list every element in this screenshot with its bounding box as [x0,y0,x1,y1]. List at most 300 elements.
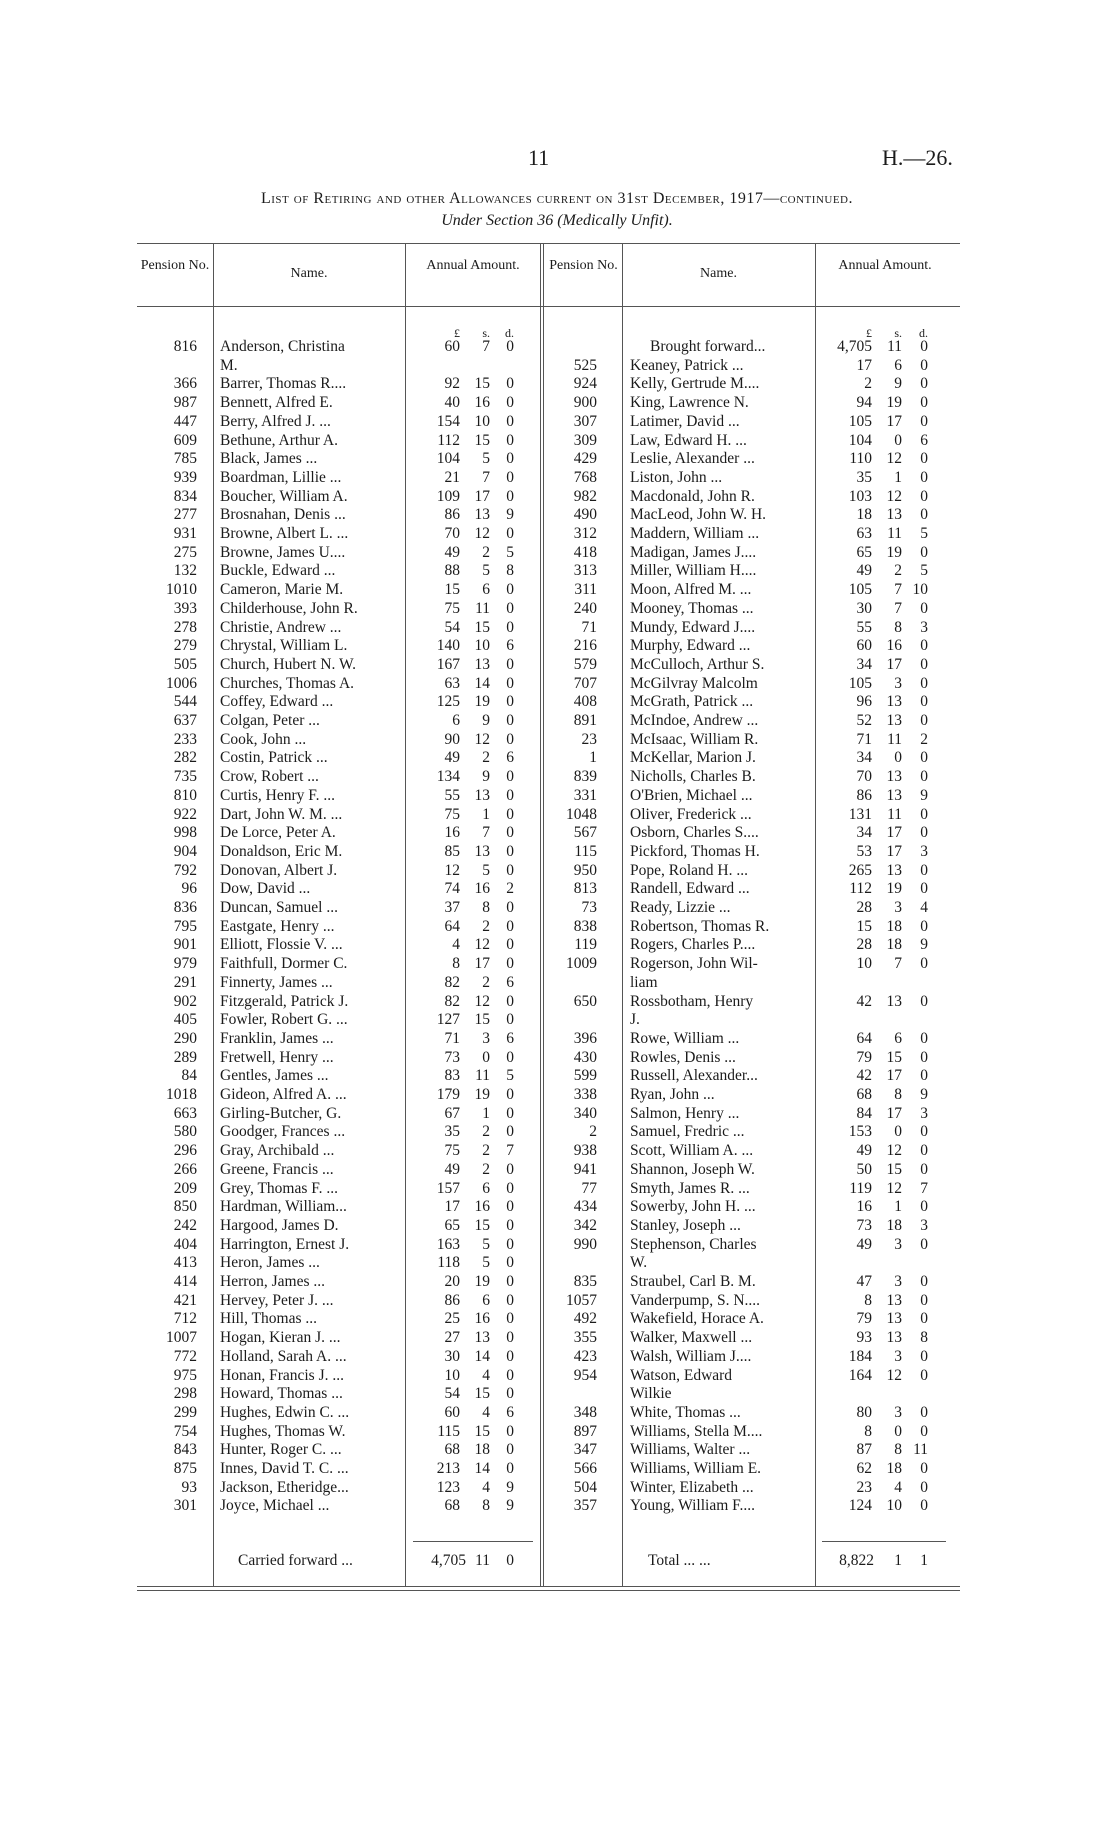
pensioner-name: Cameron, Marie M. [220,581,344,599]
amount-pence: 0 [506,1347,514,1365]
pension-number: 850 [173,1198,197,1216]
pensioner-name: Straubel, Carl B. M. [630,1273,756,1290]
pension-number: 954 [573,1366,597,1384]
amount-pounds: 73 [444,1048,460,1066]
amount-pounds: 213 [436,1460,460,1477]
amount-pounds: 55 [444,786,460,804]
amount-pounds: 8 [864,1291,872,1309]
amount-pence: 7 [506,1142,514,1160]
pensioner-name: Browne, James U.... [220,543,346,561]
pensioner-name: Brought forward... [650,338,766,355]
amount-pounds: 10 [444,1366,460,1384]
amount-shillings: 19 [474,1273,490,1290]
amount-shillings: 17 [886,842,902,860]
amount-pounds: 62 [856,1460,872,1477]
amount-shillings: 17 [886,655,902,673]
amount-pounds: 16 [856,1198,872,1216]
pensioner-name: Greene, Francis ... [220,1160,334,1178]
amount-pence: 0 [920,693,928,711]
pensioner-name: Church, Hubert N. W. [220,655,357,673]
amount-pence: 0 [506,655,514,673]
amount-pounds: 17 [856,356,872,374]
pension-number: 233 [173,730,197,748]
amount-pounds: 42 [856,1067,872,1085]
amount-pence: 0 [506,842,514,860]
pension-number: 278 [173,618,197,636]
pensioner-name: De Lorce, Peter A. [220,824,336,842]
pensioner-name: MacLeod, John W. H. [630,506,767,524]
amount-shillings: 12 [886,1366,902,1384]
amount-pence: 0 [920,1235,928,1253]
amount-pence: 0 [506,786,514,804]
amount-pence: 0 [506,412,514,430]
pensioner-name: Rogers, Charles P.... [630,936,756,954]
amount-pounds: 118 [437,1254,460,1272]
column-divider [622,243,623,1586]
pension-number: 282 [173,749,197,767]
amount-shillings: 17 [886,824,902,842]
pension-number: 71 [581,618,597,636]
pension-number: 421 [173,1291,197,1309]
amount-pounds: 127 [436,1011,460,1029]
amount-pence: 8 [506,562,514,580]
amount-pounds: 20 [444,1273,460,1290]
amount-shillings: 11 [887,338,902,355]
amount-pence: 0 [506,525,514,542]
amount-pence: 0 [506,1086,514,1103]
pension-number: 897 [573,1422,597,1440]
pensioner-name: Fitzgerald, Patrick J. [220,992,349,1010]
pensioner-name: Eastgate, Henry ... [220,917,335,935]
amount-pounds: 54 [444,1385,460,1403]
pension-number: 1009 [566,955,597,973]
pension-number: 1007 [166,1329,197,1347]
pensioner-name: Scott, William A. ... [630,1142,754,1160]
amount-pence: 0 [920,637,928,655]
pensioner-name: Boardman, Lillie ... [220,468,342,486]
pensioner-name: Faithfull, Dormer C. [220,955,348,973]
amount-pence: 9 [920,936,928,954]
amount-shillings: 6 [894,1029,902,1047]
amount-shillings: 13 [886,768,902,786]
pension-number: 312 [573,525,597,542]
amount-shillings: 13 [886,506,902,524]
pensioner-name: Finnerty, James ... [220,973,333,991]
pensioner-name: Osborn, Charles S.... [630,824,759,842]
pensioner-name: Wilkie [630,1385,672,1403]
amount-pounds: 112 [849,880,872,898]
pensioner-name: Herron, James ... [220,1273,326,1290]
pension-number: 119 [574,936,597,954]
amount-shillings: 1 [482,805,490,823]
amount-pence: 0 [506,1291,514,1309]
amount-pounds: 105 [848,674,872,692]
amount-shillings: 13 [474,655,490,673]
amount-shillings: 1 [894,468,902,486]
pension-number: 429 [573,450,597,468]
pensioner-name: Franklin, James ... [220,1029,334,1047]
pensioner-name: Williams, Stella M.... [630,1422,763,1440]
col-header-pension-no-left: Pension No. [140,258,210,273]
amount-pounds: 90 [444,730,460,748]
pension-number: 843 [173,1441,197,1459]
pension-number: 609 [173,431,197,449]
pension-number: 785 [173,450,197,468]
amount-pence: 0 [506,1385,514,1403]
amount-pence: 0 [506,1273,514,1290]
amount-pounds: 64 [856,1029,872,1047]
amount-pounds: 82 [444,973,460,991]
amount-pounds: 109 [436,487,460,505]
pension-number: 979 [173,955,197,973]
pensioner-name: Mooney, Thomas ... [630,599,754,617]
amount-pounds: 34 [856,749,872,767]
amount-shillings: 17 [886,1067,902,1085]
amount-pounds: 54 [444,618,460,636]
pensioner-name: Churches, Thomas A. [220,674,355,692]
pension-number: 298 [173,1385,197,1403]
amount-pounds: 67 [444,1104,460,1122]
amount-pence: 0 [920,1273,928,1290]
amount-pence: 0 [506,394,514,412]
pensioner-name: Liston, John ... [630,468,723,486]
pensioner-name: Smyth, James R. ... [630,1179,750,1197]
pension-number: 998 [173,824,197,842]
pension-number: 1057 [566,1291,597,1309]
amount-pounds: 18 [856,506,872,524]
col-header-amount-right: Annual Amount. [838,258,932,273]
pension-number: 447 [173,412,197,430]
amount-pence: 0 [920,861,928,879]
pension-number: 408 [573,693,597,711]
table-bottom-rule [137,1586,960,1587]
amount-pounds: 60 [856,637,872,655]
pensioner-name: Latimer, David ... [630,412,740,430]
column-divider [543,243,544,1586]
pension-number: 340 [573,1104,597,1122]
amount-shillings: 13 [886,1310,902,1328]
pension-number: 240 [573,599,597,617]
amount-shillings: 19 [886,543,902,561]
amount-pounds: 30 [444,1347,460,1365]
amount-pence: 0 [920,955,928,973]
pension-number: 707 [573,674,597,692]
amount-pence: 0 [920,880,928,898]
amount-shillings: 12 [886,1179,902,1197]
amount-pence: 6 [506,749,514,767]
amount-pounds: 37 [444,899,460,916]
pensioner-name: Heron, James ... [220,1254,320,1272]
amount-shillings: 12 [474,992,490,1010]
pension-number: 580 [173,1123,197,1141]
amount-shillings: 11 [887,805,902,823]
amount-pence: 11 [913,1441,928,1459]
amount-pounds: 4,705 [837,338,872,355]
amount-pence: 0 [920,1029,928,1047]
amount-shillings: 8 [482,1497,490,1515]
amount-shillings: 12 [474,525,490,542]
amount-pence: 3 [920,1104,928,1122]
total-pounds: 8,822 [839,1552,874,1569]
amount-pounds: 74 [444,880,460,898]
amount-pounds: 16 [444,824,460,842]
pension-number: 355 [573,1329,597,1347]
amount-pence: 5 [506,543,514,561]
pension-number: 792 [173,861,197,879]
amount-pence: 6 [920,431,928,449]
pensioner-name: Dow, David ... [220,880,311,898]
pension-number: 266 [173,1160,197,1178]
amount-pounds: 12 [444,861,460,879]
amount-pence: 0 [920,468,928,486]
amount-shillings: 8 [482,899,490,916]
amount-shillings: 12 [886,1142,902,1160]
amount-pence: 0 [920,356,928,374]
table-top-rule [137,243,960,244]
amount-shillings: 19 [886,880,902,898]
pensioner-name: Cook, John ... [220,730,307,748]
pension-number: 347 [573,1441,597,1459]
amount-pounds: 75 [444,805,460,823]
amount-pence: 0 [920,1160,928,1178]
pensioner-name: Vanderpump, S. N.... [630,1291,761,1309]
pensioner-name: Pope, Roland H. ... [630,861,748,879]
pensioner-name: Russell, Alexander... [630,1067,758,1085]
amount-shillings: 13 [886,1291,902,1309]
amount-pence: 0 [506,1422,514,1440]
pension-number: 404 [173,1235,197,1253]
amount-pounds: 63 [444,674,460,692]
pensioner-name: Miller, William H.... [630,562,757,580]
amount-pounds: 28 [856,936,872,954]
amount-pounds: 8 [864,1422,872,1440]
pension-number: 768 [573,468,597,486]
pension-number: 836 [173,899,197,916]
pensioner-name: Boucher, William A. [220,487,348,505]
amount-shillings: 13 [886,992,902,1010]
amount-pence: 0 [920,1198,928,1216]
pensioner-name: Rowe, William ... [630,1029,740,1047]
amount-shillings: 7 [894,955,902,973]
amount-shillings: 5 [482,1254,490,1272]
unit-shilling-right: s. [894,326,902,340]
pension-number: 599 [573,1067,597,1085]
amount-pence: 0 [506,618,514,636]
amount-shillings: 17 [474,955,490,973]
amount-pounds: 34 [856,824,872,842]
amount-pence: 10 [912,581,928,599]
amount-pence: 0 [920,655,928,673]
amount-pence: 0 [506,805,514,823]
pension-number: 735 [173,768,197,786]
pensioner-name: Stephenson, Charles [630,1235,757,1253]
amount-pence: 0 [506,338,514,355]
amount-pounds: 52 [856,712,872,729]
pensioner-name: Walsh, William J.... [630,1347,752,1365]
pension-number: 132 [173,562,197,580]
pension-number: 902 [173,992,197,1010]
amount-shillings: 12 [886,450,902,468]
unit-shilling-left: s. [482,326,490,340]
amount-pence: 0 [506,1366,514,1384]
amount-shillings: 11 [475,1067,490,1085]
amount-shillings: 4 [894,1478,902,1496]
total-rule [822,1541,946,1542]
amount-shillings: 5 [482,861,490,879]
pension-number: 73 [581,899,597,916]
amount-pence: 0 [506,1310,514,1328]
amount-pence: 0 [506,1441,514,1459]
pensioner-name: Goodger, Frances ... [220,1123,346,1141]
amount-pounds: 4 [452,936,460,954]
amount-pence: 0 [920,338,928,355]
pensioner-name: Brosnahan, Denis ... [220,506,346,524]
amount-shillings: 15 [474,1385,490,1403]
amount-pence: 0 [920,450,928,468]
amount-pounds: 70 [856,768,872,786]
amount-pounds: 119 [849,1179,872,1197]
pensioner-name: Pickford, Thomas H. [630,842,760,860]
pension-number: 216 [573,637,597,655]
amount-pounds: 164 [848,1366,872,1384]
amount-pence: 0 [506,1216,514,1234]
amount-pence: 0 [920,824,928,842]
amount-pence: 0 [506,712,514,729]
pension-number: 331 [573,786,597,804]
amount-pence: 0 [920,412,928,430]
amount-pence: 9 [506,506,514,524]
pension-number: 209 [173,1179,197,1197]
amount-pounds: 104 [436,450,460,468]
pensioner-name: Bethune, Arthur A. [220,431,338,449]
amount-shillings: 9 [482,712,490,729]
pensioner-name: Kelly, Gertrude M.... [630,375,760,393]
amount-shillings: 13 [886,693,902,711]
pensioner-name: Hunter, Roger C. ... [220,1441,342,1459]
pensioner-name: Buckle, Edward ... [220,562,336,580]
amount-pence: 9 [506,1497,514,1515]
pension-number: 434 [573,1198,597,1216]
pension-number: 275 [173,543,197,561]
amount-shillings: 17 [474,487,490,505]
pensioner-name: Hughes, Edwin C. ... [220,1403,350,1421]
amount-pence: 0 [920,1497,928,1515]
pension-number: 291 [173,973,197,991]
pension-number: 504 [573,1478,597,1496]
pensioner-name: Murphy, Edward ... [630,637,751,655]
amount-pence: 0 [920,1067,928,1085]
pensioner-name: Rowles, Denis ... [630,1048,736,1066]
pension-number: 650 [573,992,597,1010]
pensioner-name: Fowler, Robert G. ... [220,1011,348,1029]
pensioner-name: Young, William F.... [630,1497,756,1515]
pension-number: 754 [173,1422,197,1440]
pensioner-name: Robertson, Thomas R. [630,917,770,935]
amount-shillings: 4 [482,1403,490,1421]
pension-number: 1018 [166,1086,197,1103]
pension-number: 987 [173,394,197,412]
pension-number: 290 [173,1029,197,1047]
amount-pence: 0 [506,375,514,393]
pensioner-name: Rogerson, John Wil- [630,955,758,973]
amount-shillings: 2 [482,917,490,935]
amount-pounds: 92 [444,375,460,393]
amount-shillings: 6 [482,581,490,599]
amount-shillings: 8 [894,1441,902,1459]
amount-pounds: 34 [856,655,872,673]
unit-pence-left: d. [505,326,514,340]
amount-pounds: 49 [444,1160,460,1178]
pension-number: 990 [573,1235,597,1253]
amount-shillings: 2 [482,543,490,561]
amount-shillings: 5 [482,562,490,580]
amount-shillings: 14 [474,674,490,692]
total-label: Total ... ... [648,1552,711,1569]
carried-forward-pounds: 4,705 [431,1552,466,1569]
pensioner-name: White, Thomas ... [630,1403,741,1421]
pension-number: 950 [573,861,597,879]
amount-pounds: 8 [452,955,460,973]
amount-pounds: 87 [856,1441,872,1459]
pensioner-name: M. [220,356,238,374]
pension-number: 525 [573,356,597,374]
pensioner-name: liam [630,973,658,991]
pension-number: 875 [173,1460,197,1477]
amount-pence: 9 [920,786,928,804]
amount-pounds: 123 [436,1478,460,1496]
amount-pounds: 49 [444,543,460,561]
pension-number: 430 [573,1048,597,1066]
pension-number: 492 [573,1310,597,1328]
amount-pence: 0 [506,730,514,748]
amount-shillings: 15 [474,375,490,393]
amount-pence: 2 [506,880,514,898]
amount-shillings: 2 [482,749,490,767]
pension-number: 1 [589,749,597,767]
amount-pence: 0 [506,1048,514,1066]
amount-pounds: 157 [436,1179,460,1197]
pensioner-name: Jackson, Etheridge... [220,1478,349,1496]
pensioner-name: Hargood, James D. [220,1216,339,1234]
amount-shillings: 10 [474,412,490,430]
pensioner-name: Maddern, William ... [630,525,760,542]
amount-pounds: 50 [856,1160,872,1178]
amount-pounds: 23 [856,1478,872,1496]
amount-pounds: 68 [444,1497,460,1515]
amount-shillings: 6 [482,1179,490,1197]
pension-number: 900 [573,394,597,412]
amount-pence: 0 [506,899,514,916]
pensioner-name: Christie, Andrew ... [220,618,342,636]
amount-pounds: 55 [856,618,872,636]
amount-shillings: 16 [886,637,902,655]
pensioner-name: Leslie, Alexander ... [630,450,755,468]
pensioner-name: Crow, Robert ... [220,768,319,786]
amount-pence: 6 [506,973,514,991]
amount-shillings: 15 [474,618,490,636]
amount-shillings: 2 [482,973,490,991]
amount-pounds: 82 [444,992,460,1010]
pensioner-name: Coffey, Edward ... [220,693,334,711]
amount-shillings: 7 [482,468,490,486]
pension-number: 834 [173,487,197,505]
pensioner-name: Barrer, Thomas R.... [220,375,347,393]
amount-shillings: 10 [886,1497,902,1515]
amount-pounds: 167 [436,655,460,673]
pensioner-name: Sowerby, John H. ... [630,1198,756,1216]
amount-pounds: 27 [444,1329,460,1347]
amount-pence: 0 [506,824,514,842]
